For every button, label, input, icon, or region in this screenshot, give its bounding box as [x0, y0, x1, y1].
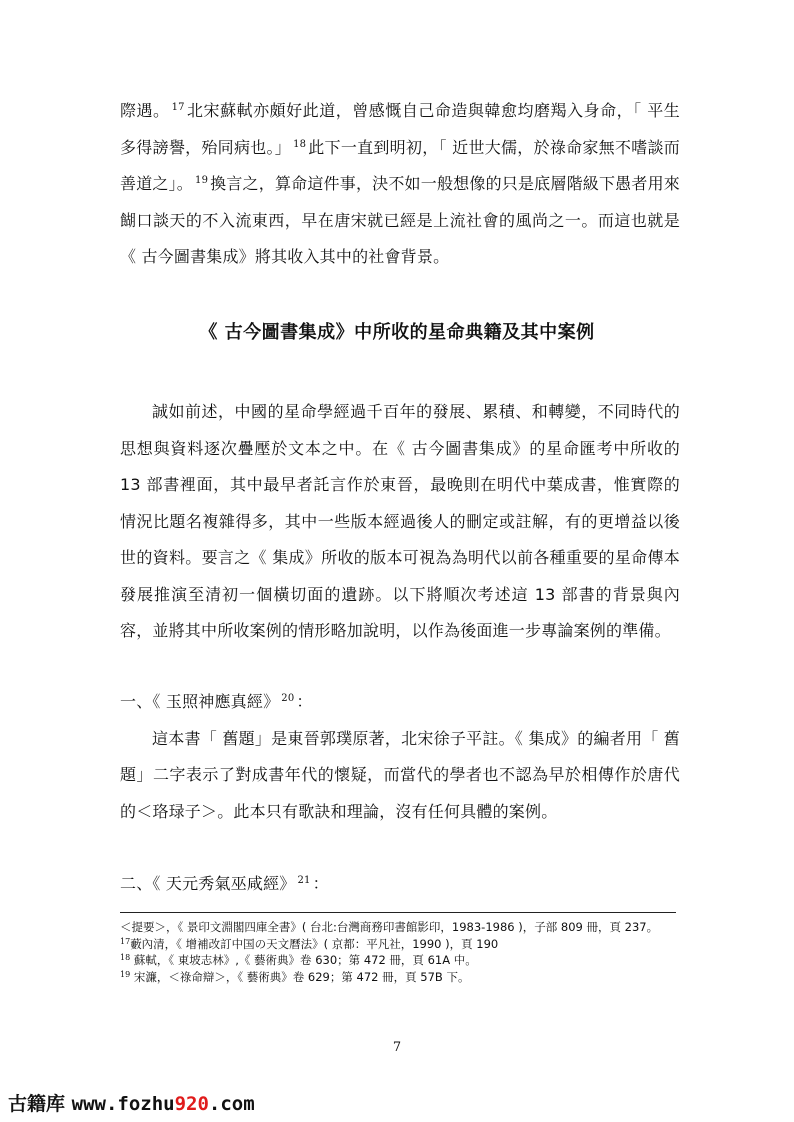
footnote-item [120, 952, 680, 969]
site-watermark[interactable] [8, 1089, 255, 1116]
footnote-text: 蘇軾，《 東坡志林》,《 藝術典》卷 630；第 472 冊，頁 61A 中。 [130, 953, 477, 967]
footnote-ref-18[interactable]: 18 [293, 138, 307, 150]
footnote-ref-21[interactable]: 21 [297, 875, 311, 886]
footnote-item [120, 969, 680, 986]
item2-heading: 二、《 天元秀氣巫咸經》 [120, 874, 296, 893]
footnote-text: 藪內清，《 增補改訂中国の天文曆法》( 京都：平凡社，1990 )，頁 190 [130, 936, 499, 951]
footnote-number: 17 [120, 936, 131, 946]
item1-paragraph: 這本書「 舊題」是東晉郭璞原著，北宋徐子平註。《 集成》的編者用「 舊題」二字表示了對成書年代的懷疑，而當代的學者也不認為早於相傳作於唐代的＜珞琭子＞。此本只有歌訣和理論，沒有任何具體的案例。 [120, 728, 680, 821]
section-title: 《 古今圖書集成》中所收的星命典籍及其中案例 [199, 322, 595, 343]
item1-heading: 一、《 玉照神應真經》 [120, 692, 280, 711]
item1-colon: ： [296, 692, 313, 711]
section-paragraph: 誠如前述，中國的星命學經過千百年的發展、累積、和轉變，不同時代的思想與資料逐次疊壓於文本之中。在《 古今圖書集成》的星命匯考中所收的 13 部書裡面，其中最早者託言作於東晉，最晚則在明代中葉成書，惟實際的情況比題名複雜得多，其中一些版本經過後人的刪定或註解，有的更增益以後世的資料。要言之《 集成》所收的版本可視為為明代以前各種重要的星命傳本發展推演至清初一個橫切面的遺跡。以下將順次考述這 13 部書的背景與內容，並將其中所收案例的情形略加說明，以作為後面進一步專論案例的準備。 [120, 402, 680, 640]
intro-text-4: 換言之，算命這件事，決不如一般想像的只是底層階級下愚者用來餬口談天的不入流東西，早在唐宋就已經是上流社會的風尚之一。而這也就是《 古今圖書集成》將其收入其中的社會背景。 [120, 174, 680, 266]
section-paragraph-block [120, 394, 680, 650]
intro-paragraph [120, 93, 680, 276]
footnote-number: 18 [120, 953, 131, 962]
intro-text-3: 此下一直到明初，「 近世大儒，於祿命家無不嗜談而善道之」。 [120, 137, 680, 193]
footnote-text: 宋濂，＜祿命辯＞，《 藝術典》卷 629；第 472 冊，頁 57B 下。 [130, 969, 470, 984]
footnote-number: 19 [120, 969, 131, 979]
footnote-divider [120, 912, 676, 913]
item2-colon: ： [312, 874, 329, 893]
footnotes [120, 919, 680, 985]
watermark-name: 古籍库 [8, 1093, 66, 1115]
watermark-url-suffix: .com [208, 1093, 255, 1115]
watermark-url[interactable] [72, 1093, 255, 1115]
item1-block [120, 684, 680, 830]
footnote-item [120, 919, 680, 936]
watermark-url-number: 920 [174, 1093, 209, 1115]
footnote-item [120, 936, 680, 953]
footnote-ref-19[interactable]: 19 [195, 175, 209, 186]
footnote-text: ＜提要＞，《 景印文淵閣四庫全書》( 台北:台灣商務印書館影印，1983-1986 )，子部 809 冊，頁 237。 [120, 920, 659, 934]
watermark-url-prefix: www.fozhu [71, 1093, 175, 1115]
footnote-ref-17[interactable]: 17 [171, 102, 185, 113]
item2-block [120, 866, 680, 903]
item2-heading-line [120, 866, 680, 903]
intro-text-1: 際遇。 [120, 101, 170, 120]
intro-text-2: 北宋蘇軾亦頗好此道，曾感慨自己命造與韓愈均磨羯入身命，「 平生多得謗譽，殆同病也。」 [120, 101, 680, 157]
footnote-ref-20[interactable]: 20 [281, 693, 295, 704]
item1-heading-line [120, 684, 680, 721]
page-number: 7 [392, 1040, 402, 1055]
